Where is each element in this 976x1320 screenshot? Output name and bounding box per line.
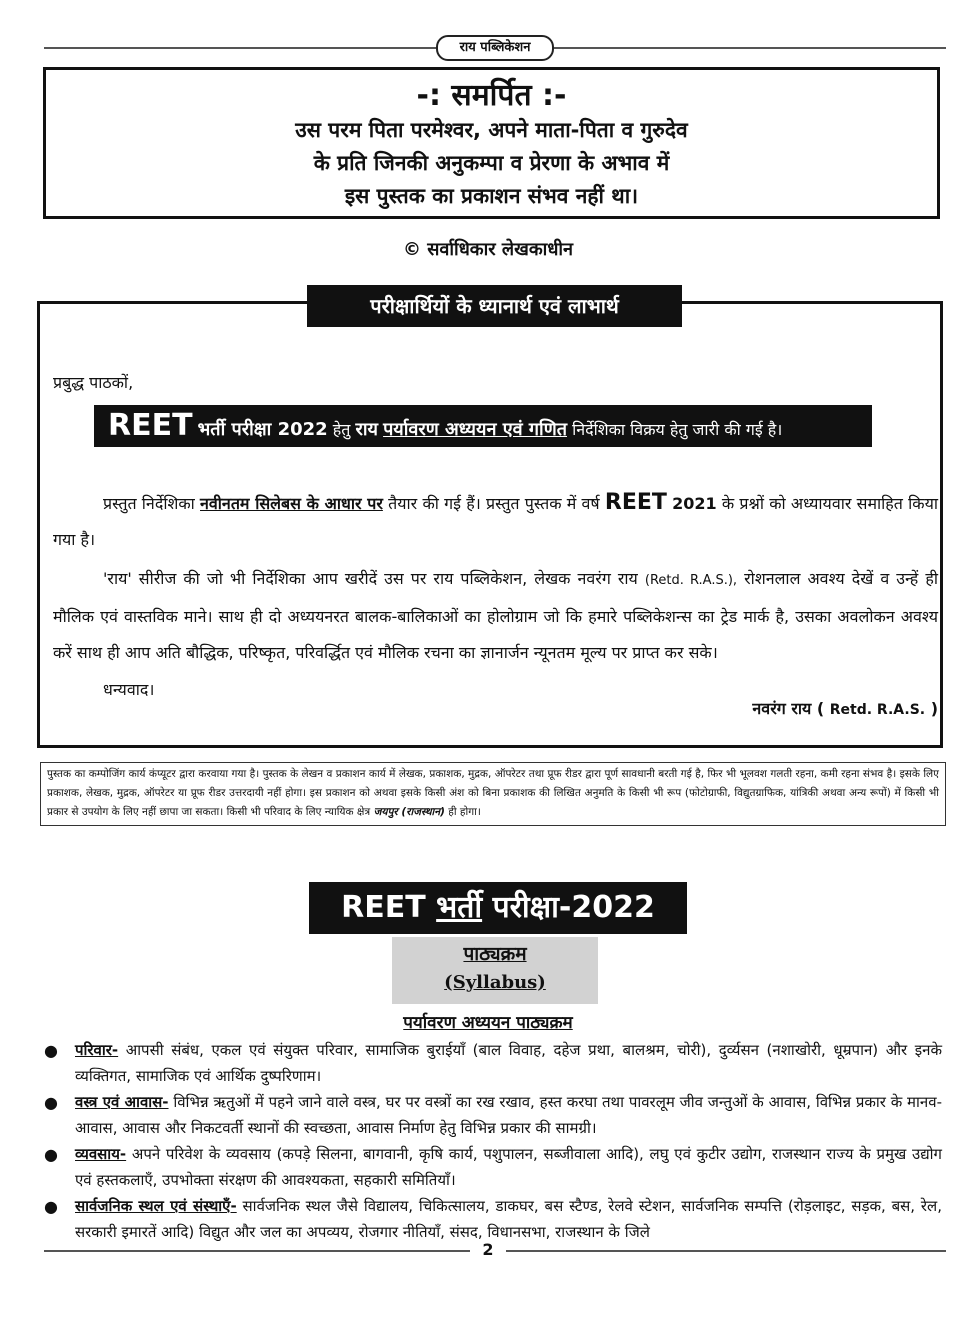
list-item xyxy=(42,1090,942,1141)
para-text: 'राय' सीरीज की जो भी निर्देशिका आप खरीदें उस पर राय पब्लिकेशन, लेखक नवरंग राय xyxy=(103,569,638,588)
banner-text: निर्देशिका विक्रय हेतु जारी की गई है। xyxy=(572,420,783,439)
thanks-text: धन्यवाद। xyxy=(103,680,155,699)
topic-text: सार्वजनिक स्थल जैसे विद्यालय, चिकित्सालय, डाकघर, बस स्टैण्ड, रेलवे स्टेशन, सार्वजनिक सम्पत्ति (रोड़लाइट, सड़क, बस, रेल, सरकारी इमारतें आदि) विद्युत और जल का अपव्यय, रोजगार नीतियाँ, संसद, विधानसभा, राजस्थान के जिले xyxy=(75,1197,942,1241)
bullet-icon: ● xyxy=(44,1145,58,1164)
topic-text: विभिन्न ऋतुओं में पहने जाने वाले वस्त्र, घर पर वस्त्रों का रख रखाव, हस्त करघा तथा पावरलूम जीव जन्तुओं के आवास, विभिन्न प्रकार के मानव-आवास, आवास और निकटवर्ती स्थानों की स्वच्छता, आवास निर्माण हेतु विभिन्न प्रकार की सामग्री। xyxy=(75,1093,942,1137)
notice-banner: परीक्षार्थियों के ध्यानार्थ एवं लाभार्थ xyxy=(307,285,682,327)
dedication-line: इस पुस्तक का प्रकाशन संभव नहीं था। xyxy=(344,184,639,208)
bullet-icon: ● xyxy=(44,1041,58,1060)
signature-name: नवरंग राय ( xyxy=(752,699,825,718)
page-number: 2 xyxy=(476,1240,500,1259)
topic-text: अपने परिवेश के व्यवसाय (कपड़े सिलना, बागवानी, कृषि कार्य, पशुपालन, सब्जीवाला आदि), लघु एवं कुटीर उद्योग, राजस्थान राज्य के प्रमुख उद्योग एवं हस्तकलाएँ, उपभोक्ता संरक्षण की आवश्यकता, सहकारी समितियाँ। xyxy=(75,1145,942,1189)
notice-paragraph-2 xyxy=(53,561,938,671)
para-emphasis: नवीनतम सिलेबस के आधार पर xyxy=(200,494,383,513)
reet-release-banner xyxy=(94,405,872,447)
para-text: तैयार की गई हैं। प्रस्तुत पुस्तक में वर्ष xyxy=(388,494,600,513)
disclaimer-box xyxy=(40,762,946,826)
author-title: (Retd. R.A.S.), xyxy=(644,573,738,588)
reet-text: REET xyxy=(604,490,667,515)
copyright-notice: © सर्वाधिकार लेखकाधीन xyxy=(402,239,574,260)
topic-head: सार्वजनिक स्थल एवं संस्थाएँ- xyxy=(75,1197,237,1215)
signature xyxy=(752,697,938,719)
list-item xyxy=(42,1038,942,1089)
topic-text: आपसी संबंध, एकल एवं संयुक्त परिवार, सामाजिक बुराईयाँ (बाल विवाह, दहेज प्रथा, बालश्रम, चोरी), दुर्व्यसन (नशाखोरी, धूम्रपान) और इनके व्यक्तिगत, सामाजिक एवं आर्थिक दुष्परिणाम। xyxy=(75,1041,942,1085)
syllabus-title-box xyxy=(392,937,598,1004)
topic-head: वस्त्र एवं आवास- xyxy=(75,1093,169,1111)
publisher-badge: राय पब्लिकेशन xyxy=(436,35,554,61)
bullet-icon: ● xyxy=(44,1197,58,1216)
exam-banner-reet: REET xyxy=(341,890,426,925)
exam-banner-year: परीक्षा-2022 xyxy=(492,890,655,925)
syllabus-title-hindi: पाठ्यक्रम xyxy=(463,943,527,965)
dedication-title: -: समर्पित :- xyxy=(416,78,567,113)
notice-paragraph-1 xyxy=(53,485,938,558)
jurisdiction: जयपुर (राजस्थान) xyxy=(373,806,445,818)
exam-banner xyxy=(309,882,687,934)
list-item xyxy=(42,1194,942,1245)
book-subject: पर्यावरण अध्ययन एवं गणित xyxy=(383,419,567,440)
exam-banner-word: भर्ती xyxy=(436,890,483,925)
dedication-box xyxy=(43,67,940,219)
disclaimer-text: पुस्तक का कम्पोजिंग कार्य कंप्यूटर द्वारा करवाया गया है। पुस्तक के लेखन व प्रकाशन कार्य में लेखक, प्रकाशक, मुद्रक, ऑपरेटर तथा प्रूफ रीडर द्वारा पूर्ण सावधानी बरती गई है, फिर भी भूलवश गलती रहना, कमी रहना संभव है। इसके लिए प्रकाशक, लेखक, मुद्रक, ऑपरेटर या प्रूफ रीडर उत्तरदायी नहीं होगा। इस प्रकाशन को अथवा इसके किसी अंश को बिना प्रकाशक की लिखित अनुमति के किसी भी रूप (फोटोग्राफी, विद्युतग्राफिक, यांत्रिकी अथवा अन्य रूपों) में किसी भी प्रकार से उपयोग के लिए नहीं छापा जा सकता। किसी भी परिवाद के लिए न्यायिक क्षेत्र xyxy=(47,768,939,818)
syllabus-title-english: (Syllabus) xyxy=(444,972,546,993)
disclaimer-end: ही होगा। xyxy=(448,806,481,818)
topic-list xyxy=(42,1038,942,1246)
topic-head: व्यवसाय- xyxy=(75,1145,127,1163)
para-text: प्रस्तुत निर्देशिका xyxy=(103,494,195,513)
footer-rule-left xyxy=(44,1250,470,1252)
para-text: रोशनलाल अवश्य देखें व उन्हें ही मौलिक एवं वास्तविक माने। साथ ही दो अध्ययनरत बालक-बालिकाओं का होलोग्राम जो कि हमारे पब्लिकेशन्स का ट्रेड मार्क है, उसका अवलोकन अवश्य करें साथ ही आप अति बौद्धिक, परिष्कृत, परिवर्द्धित एवं मौलिक रचना का ज्ञानार्जन न्यूनतम मूल्य पर प्राप्त कर सके। xyxy=(53,569,938,662)
topic-head: परिवार- xyxy=(75,1041,119,1059)
list-item xyxy=(42,1142,942,1193)
dedication-line: उस परम पिता परमेश्वर, अपने माता-पिता व गुरुदेव xyxy=(295,118,688,142)
footer-rule-right xyxy=(506,1250,946,1252)
subject-heading: पर्यावरण अध्ययन पाठ्यक्रम xyxy=(403,1013,573,1033)
para-text: के प्रश्नों को अध्यायवार समाहित किया गया है। xyxy=(53,494,939,549)
year-text: 2021 xyxy=(672,494,717,513)
signature-close: ) xyxy=(930,699,938,718)
series-name: राय xyxy=(355,419,378,440)
bullet-icon: ● xyxy=(44,1093,58,1112)
signature-title: Retd. R.A.S. xyxy=(829,702,926,718)
greeting: प्रबुद्ध पाठकों, xyxy=(53,373,134,392)
exam-name: भर्ती परीक्षा 2022 xyxy=(197,419,328,440)
banner-text: हेतु xyxy=(332,420,351,439)
reet-logo-text: REET xyxy=(108,408,193,443)
dedication-line: के प्रति जिनकी अनुकम्पा व प्रेरणा के अभाव में xyxy=(313,151,670,175)
